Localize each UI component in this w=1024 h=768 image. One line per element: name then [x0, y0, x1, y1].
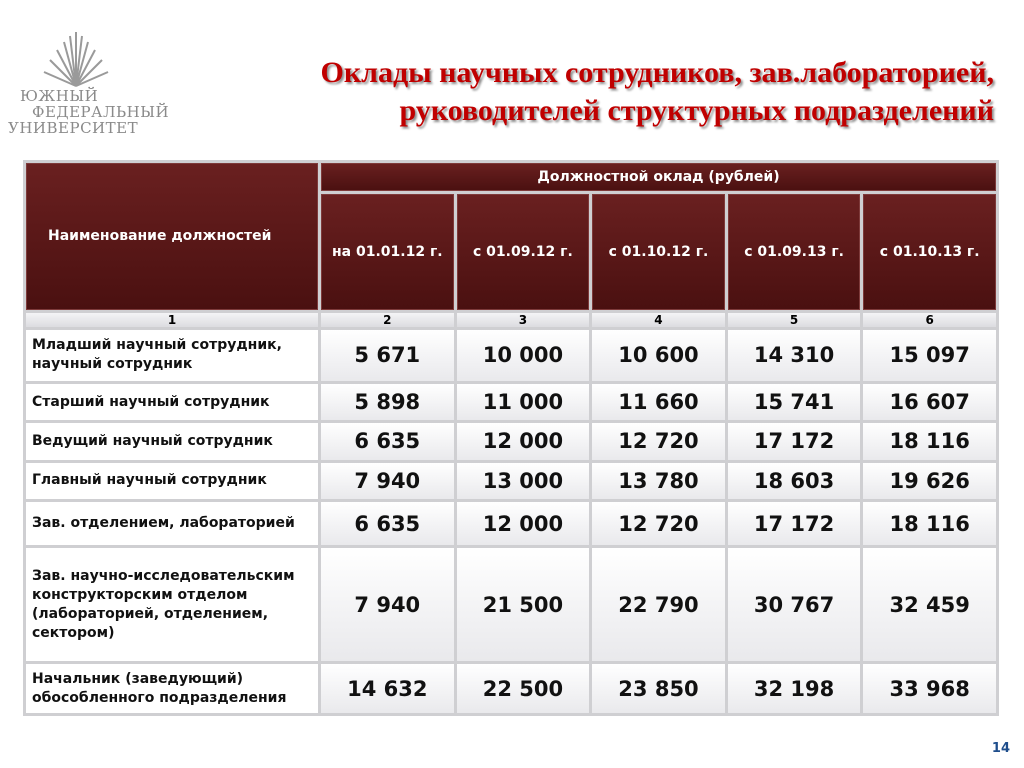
table-row [26, 384, 996, 420]
salary-cell: 17 172 [728, 502, 861, 545]
salary-cell: 18 116 [863, 423, 996, 459]
salary-cell: 33 968 [863, 664, 996, 713]
salary-cell: 5 898 [321, 384, 454, 420]
table-row [26, 463, 996, 499]
salary-cell: 14 310 [728, 330, 861, 381]
column-number: 1 [26, 313, 318, 327]
table-row [26, 502, 996, 545]
position-label: Старший научный сотрудник [26, 384, 318, 420]
logo-line-1: ЮЖНЫЙ [20, 87, 99, 105]
salary-cell: 22 790 [592, 548, 725, 662]
position-label: Зав. научно-исследовательским конструкторским отделом (лабораторией, отделением, сектором) [26, 548, 318, 662]
salary-cell: 11 660 [592, 384, 725, 420]
salary-cell: 32 198 [728, 664, 861, 713]
position-label: Начальник (заведующий) обособленного подразделения [26, 664, 318, 713]
salary-cell: 21 500 [457, 548, 590, 662]
date-header-3: с 01.10.12 г. [592, 194, 725, 310]
university-emblem-icon [41, 30, 111, 88]
date-header-4: с 01.09.13 г. [728, 194, 861, 310]
salary-cell: 12 720 [592, 502, 725, 545]
salary-group-header: Должностной оклад (рублей) [321, 163, 996, 191]
column-number: 5 [728, 313, 861, 327]
salary-cell: 12 720 [592, 423, 725, 459]
salary-cell: 16 607 [863, 384, 996, 420]
column-number: 6 [863, 313, 996, 327]
salary-cell: 6 635 [321, 502, 454, 545]
salary-cell: 15 741 [728, 384, 861, 420]
salary-cell: 19 626 [863, 463, 996, 499]
position-label: Ведущий научный сотрудник [26, 423, 318, 459]
page-title [154, 54, 994, 130]
page-number: 14 [991, 741, 1010, 756]
salary-cell: 12 000 [457, 502, 590, 545]
column-number: 4 [592, 313, 725, 327]
logo-line-3: УНИВЕРСИТЕТ [8, 119, 139, 137]
date-header-2: с 01.09.12 г. [457, 194, 590, 310]
salary-cell: 23 850 [592, 664, 725, 713]
salary-cell: 13 000 [457, 463, 590, 499]
salary-cell: 30 767 [728, 548, 861, 662]
salary-cell: 15 097 [863, 330, 996, 381]
salary-cell: 10 600 [592, 330, 725, 381]
salary-table-container [23, 160, 999, 716]
salary-cell: 22 500 [457, 664, 590, 713]
table-row [26, 548, 996, 662]
date-header-5: с 01.10.13 г. [863, 194, 996, 310]
logo-line-2: ФЕДЕРАЛЬНЫЙ [32, 103, 170, 121]
title-line-2: руководителей структурных подразделений [399, 94, 994, 127]
salary-cell: 12 000 [457, 423, 590, 459]
position-label: Зав. отделением, лабораторией [26, 502, 318, 545]
salary-cell: 32 459 [863, 548, 996, 662]
position-name-header: Наименование должностей [26, 163, 318, 310]
salary-cell: 18 603 [728, 463, 861, 499]
date-header-1: на 01.01.12 г. [321, 194, 454, 310]
salary-cell: 13 780 [592, 463, 725, 499]
salary-table [23, 160, 999, 716]
salary-cell: 6 635 [321, 423, 454, 459]
salary-cell: 7 940 [321, 463, 454, 499]
salary-cell: 11 000 [457, 384, 590, 420]
column-number-row [26, 313, 996, 327]
salary-cell: 7 940 [321, 548, 454, 662]
salary-cell: 5 671 [321, 330, 454, 381]
table-row [26, 423, 996, 459]
position-label: Главный научный сотрудник [26, 463, 318, 499]
salary-cell: 17 172 [728, 423, 861, 459]
table-row [26, 330, 996, 381]
column-number: 3 [457, 313, 590, 327]
column-number: 2 [321, 313, 454, 327]
university-logo [8, 30, 168, 135]
position-label: Младший научный сотрудник, научный сотрудник [26, 330, 318, 381]
salary-cell: 18 116 [863, 502, 996, 545]
table-row [26, 664, 996, 713]
salary-cell: 10 000 [457, 330, 590, 381]
title-line-1: Оклады научных сотрудников, зав.лабораторией, [320, 56, 994, 89]
salary-cell: 14 632 [321, 664, 454, 713]
